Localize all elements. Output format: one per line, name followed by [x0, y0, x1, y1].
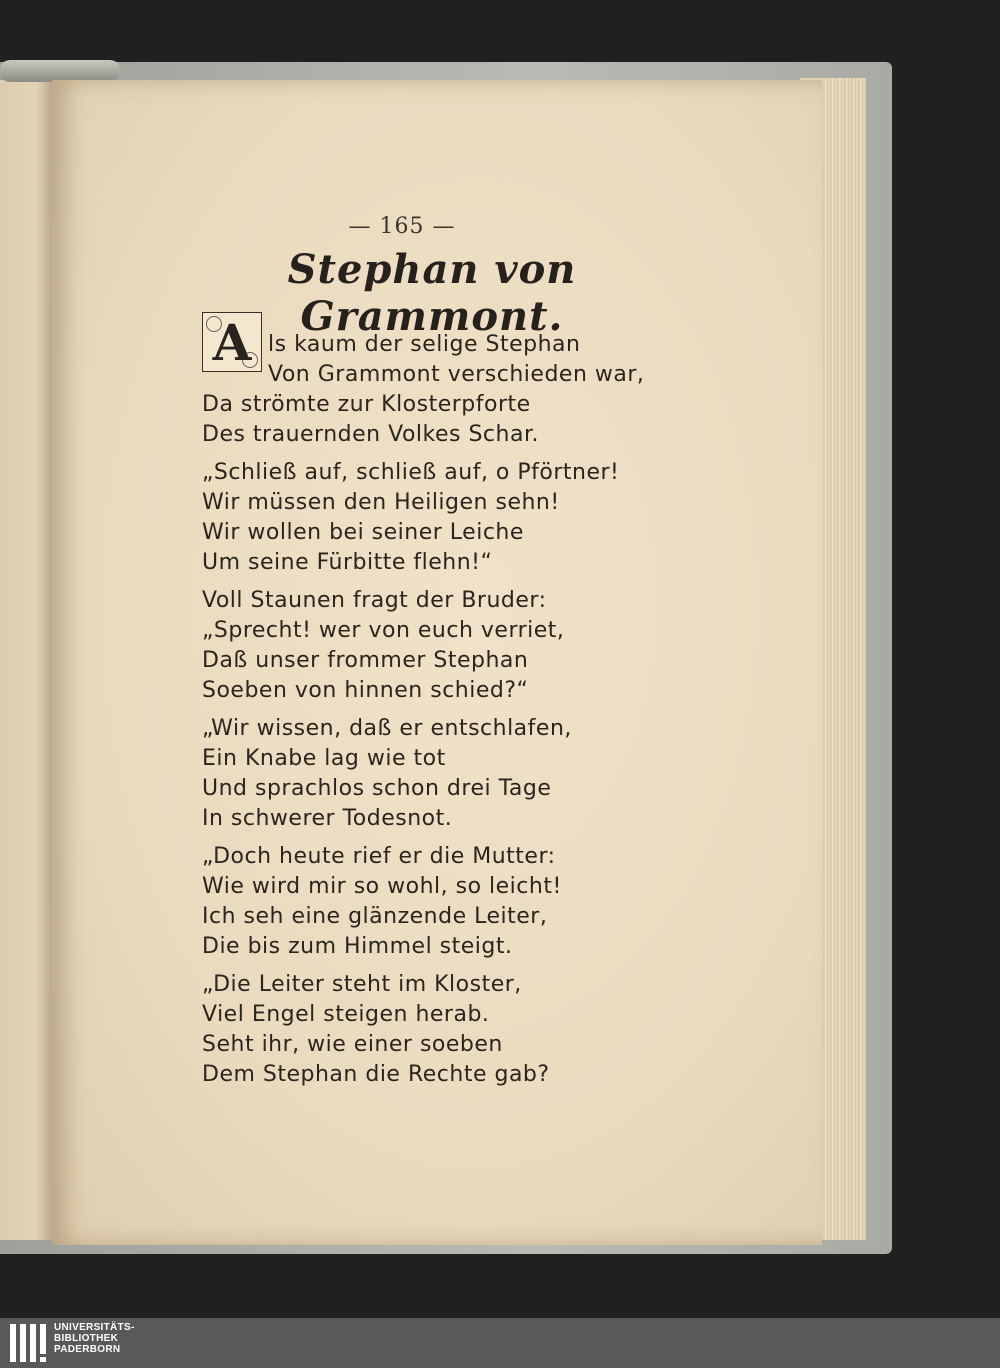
page-number: — 165 — [348, 214, 456, 239]
logo-line: PADERBORN [54, 1344, 121, 1355]
library-footer-bar [0, 1318, 1000, 1368]
verse-line: „Wir wissen, daß er entschlafen, [202, 716, 572, 741]
verse-line: Voll Staunen fragt der Bruder: [202, 588, 547, 613]
library-logo-icon [8, 1322, 48, 1364]
verse-line: Die bis zum Himmel steigt. [202, 934, 513, 959]
verse-line: Daß unser frommer Stephan [202, 648, 529, 673]
bookmark-ribbon [0, 60, 120, 82]
decorated-initial [202, 312, 262, 372]
verse-line: ls kaum der selige Stephan [268, 332, 581, 357]
verse-line: Wir müssen den Heiligen sehn! [202, 490, 560, 515]
verse-line: „Die Leiter steht im Kloster, [202, 972, 522, 997]
poem-title: Stephan von Grammont. [287, 246, 577, 340]
verse-line: Ich seh eine glänzende Leiter, [202, 904, 548, 929]
book-page [52, 80, 822, 1245]
verse-line: Und sprachlos schon drei Tage [202, 776, 552, 801]
verse-line: „Schließ auf, schließ auf, o Pförtner! [202, 460, 620, 485]
verse-line: Des trauernden Volkes Schar. [202, 422, 539, 447]
verse-line: Ein Knabe lag wie tot [202, 746, 446, 771]
verse-line: Viel Engel steigen herab. [202, 1002, 490, 1027]
verse-line: In schwerer Todesnot. [202, 806, 453, 831]
verse-line: Um seine Fürbitte flehn!“ [202, 550, 493, 575]
library-logo-text [54, 1322, 135, 1355]
verse-line: Seht ihr, wie einer soeben [202, 1032, 503, 1057]
verse-line: „Doch heute rief er die Mutter: [202, 844, 556, 869]
verse-line: Wir wollen bei seiner Leiche [202, 520, 524, 545]
initial-letter: A [212, 313, 252, 372]
verse-line: Von Grammont verschieden war, [268, 362, 645, 387]
verse-line: Wie wird mir so wohl, so leicht! [202, 874, 562, 899]
verse-line: „Sprecht! wer von euch verriet, [202, 618, 565, 643]
verse-line: Soeben von hinnen schied?“ [202, 678, 529, 703]
logo-line: BIBLIOTHEK [54, 1333, 119, 1344]
verse-line: Dem Stephan die Rechte gab? [202, 1062, 550, 1087]
verse-line: Da strömte zur Klosterpforte [202, 392, 531, 417]
left-page-edge [0, 80, 52, 1240]
logo-line: UNIVERSITÄTS- [54, 1322, 135, 1333]
